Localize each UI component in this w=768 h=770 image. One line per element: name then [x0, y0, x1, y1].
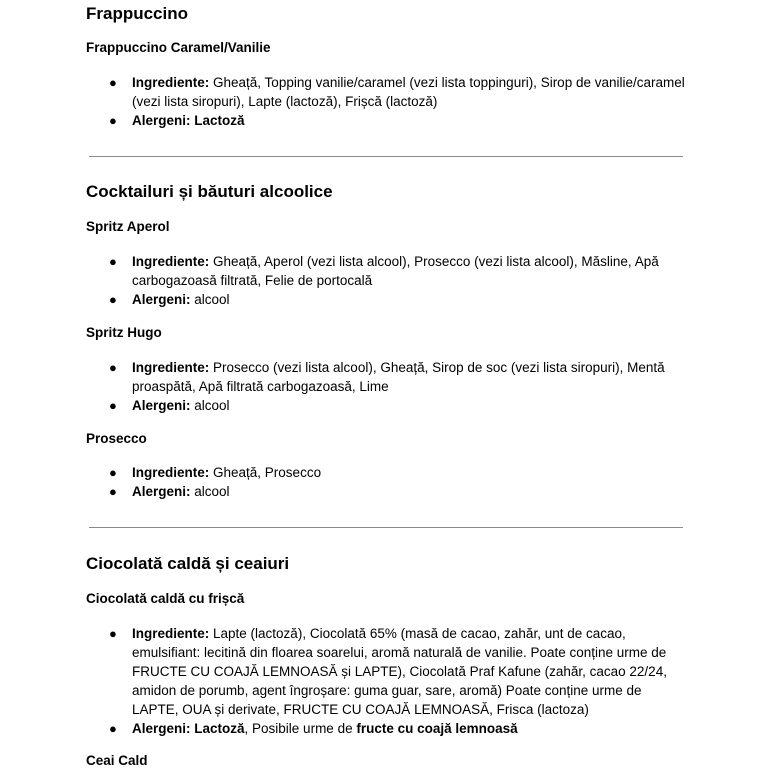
item-title-prosecco: Prosecco: [86, 431, 147, 446]
item-details-hot-chocolate: [86, 624, 686, 738]
item-details-spritz-aperol: [86, 252, 686, 309]
item-title-spritz-hugo: Spritz Hugo: [86, 325, 162, 340]
ingredients-line: ● Ingrediente: Prosecco (vezi lista alcool), Gheață, Sirop de soc (vezi lista siropuri), Mentă proaspătă, Apă filtrată carbogazoasă, Lime: [109, 360, 665, 394]
section-divider: [89, 527, 683, 528]
item-details-prosecco: [86, 463, 686, 501]
item-title-spritz-aperol: Spritz Aperol: [86, 219, 170, 234]
item-title-ceai-cald: Ceai Cald: [86, 753, 148, 768]
item-title-frappuccino-caramel: Frappuccino Caramel/Vanilie: [86, 40, 271, 55]
section-title-cocktails: Cocktailuri și băuturi alcoolice: [86, 182, 333, 201]
ingredients-line: ● Ingrediente: Gheață, Aperol (vezi lista alcool), Prosecco (vezi lista alcool), Măsline, Apă carbogazoasă filtrată, Felie de portocală: [109, 254, 659, 288]
ingredients-line: ● Ingrediente: Lapte (lactoză), Ciocolată 65% (masă de cacao, zahăr, unt de cacao, emulsifiant: lecitină din floarea soarelui, aromă naturală de vanilie. Poate conține urme de FRUCTE CU COAJĂ LEMNOASĂ și LAPTE), Ciocolată Praf Kafune (zahăr, cacao 22/24, amidon de porumb, agent îngroșare: guma guar, sare, aromă) Poate conține urme de LAPTE, OUA și derivate, FRUCTE CU COAJĂ LEMNOASĂ, Frisca (lactoza): [109, 626, 667, 717]
item-details-frappuccino-caramel: [86, 73, 686, 130]
ingredients-line: ● Ingrediente: Gheață, Topping vanilie/caramel (vezi lista toppinguri), Sirop de vanilie/caramel (vezi lista siropuri), Lapte (lactoză), Frișcă (lactoză): [109, 75, 685, 109]
allergens-line: ● Alergeni: alcool: [109, 398, 230, 413]
ingredients-line: ● Ingrediente: Gheață, Prosecco: [109, 465, 322, 480]
allergens-line: ● Alergeni: alcool: [109, 484, 230, 499]
allergens-line: ● Alergeni: Lactoză, Posibile urme de fructe cu coajă lemnoasă: [109, 721, 518, 736]
section-title-frappuccino: Frappuccino: [86, 4, 189, 23]
item-title-hot-chocolate: Ciocolată caldă cu frișcă: [86, 591, 245, 606]
allergens-line: ● Alergeni: Lactoză: [109, 113, 245, 128]
section-title-hot-drinks: Ciocolată caldă și ceaiuri: [86, 554, 290, 573]
section-divider: [89, 156, 683, 157]
item-details-spritz-hugo: [86, 358, 686, 415]
allergens-line: ● Alergeni: alcool: [109, 292, 230, 307]
